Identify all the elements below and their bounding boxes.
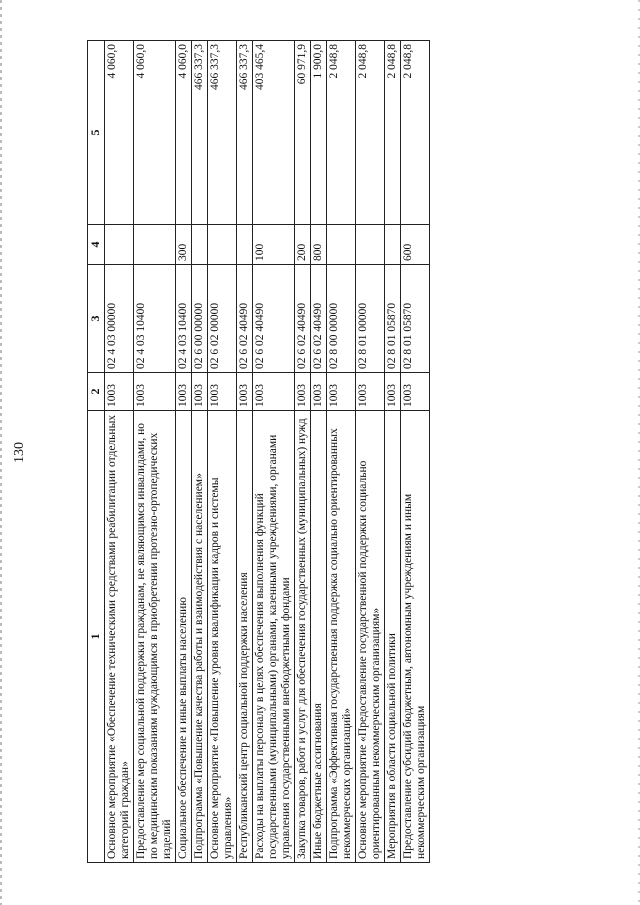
row-name: Закупка товаров, работ и услуг для обеспечения государственных (муниципальных) нужд <box>295 411 311 863</box>
table-row <box>356 41 385 863</box>
row-amount: 2 048,8 <box>356 41 385 225</box>
row-section: 1003 <box>134 373 176 411</box>
budget-table <box>87 40 430 863</box>
row-amount: 2 048,8 <box>401 41 430 225</box>
header-col-1: 1 <box>88 411 105 863</box>
row-name: Предоставление мер социальной поддержки гражданам, не являющимся инвалидами, но по медицинским показаниям нуждающимся в приобретении протезно-ортопедических изделий <box>134 411 176 863</box>
row-code: 02 4 03 10400 <box>176 265 192 373</box>
row-kind: 300 <box>176 225 192 265</box>
row-code: 02 6 02 00000 <box>208 265 237 373</box>
row-section: 1003 <box>237 373 253 411</box>
header-row <box>88 41 105 863</box>
table-row <box>134 41 176 863</box>
row-amount: 2 048,8 <box>327 41 356 225</box>
table-row <box>192 41 208 863</box>
table-row <box>105 41 134 863</box>
row-amount: 4 060,0 <box>105 41 134 225</box>
row-code: 02 8 00 00000 <box>327 265 356 373</box>
page-number: 130 <box>12 442 27 463</box>
row-amount: 403 465,4 <box>253 41 295 225</box>
row-code: 02 8 01 05870 <box>385 265 401 373</box>
row-code: 02 4 03 00000 <box>105 265 134 373</box>
row-name: Подпрограмма «Повышение качества работы и взаимодействия с населением» <box>192 411 208 863</box>
row-code: 02 6 02 40490 <box>237 265 253 373</box>
row-amount: 1 900,0 <box>311 41 327 225</box>
row-kind <box>356 225 385 265</box>
row-amount: 2 048,8 <box>385 41 401 225</box>
row-amount: 466 337,3 <box>192 41 208 225</box>
row-section: 1003 <box>385 373 401 411</box>
row-code: 02 6 02 40490 <box>295 265 311 373</box>
header-col-3: 3 <box>88 265 105 373</box>
row-kind: 200 <box>295 225 311 265</box>
row-section: 1003 <box>208 373 237 411</box>
row-section: 1003 <box>295 373 311 411</box>
row-kind <box>237 225 253 265</box>
row-name: Республиканский центр социальной поддержки населения <box>237 411 253 863</box>
table-body <box>105 41 430 863</box>
row-kind <box>327 225 356 265</box>
row-section: 1003 <box>253 373 295 411</box>
row-amount: 60 971,9 <box>295 41 311 225</box>
table-row <box>253 41 295 863</box>
row-code: 02 8 01 05870 <box>401 265 430 373</box>
table-row <box>401 41 430 863</box>
table-row <box>385 41 401 863</box>
row-code: 02 8 01 00000 <box>356 265 385 373</box>
row-section: 1003 <box>311 373 327 411</box>
table-row <box>237 41 253 863</box>
header-col-4: 4 <box>88 225 105 265</box>
row-kind <box>192 225 208 265</box>
row-name: Расходы на выплаты персоналу в целях обеспечения выполнения функций государственными (муниципальными) органами, казенными учреждениями, органами управления государственными внебюджетными фондами <box>253 411 295 863</box>
row-name: Предоставление субсидий бюджетным, автономным учреждениям и иным некоммерческим организациям <box>401 411 430 863</box>
header-col-2: 2 <box>88 373 105 411</box>
row-kind: 800 <box>311 225 327 265</box>
row-name: Основное мероприятие «Обеспечение техническими средствами реабилитации отдельных категорий граждан» <box>105 411 134 863</box>
table-row <box>295 41 311 863</box>
table-row <box>311 41 327 863</box>
row-section: 1003 <box>356 373 385 411</box>
row-amount: 466 337,3 <box>208 41 237 225</box>
row-section: 1003 <box>192 373 208 411</box>
row-code: 02 4 03 10400 <box>134 265 176 373</box>
row-name: Социальное обеспечение и иные выплаты населению <box>176 411 192 863</box>
row-section: 1003 <box>105 373 134 411</box>
table-row <box>327 41 356 863</box>
row-code: 02 6 02 40490 <box>253 265 295 373</box>
row-kind: 600 <box>401 225 430 265</box>
row-kind <box>385 225 401 265</box>
table-row <box>176 41 192 863</box>
row-name: Мероприятия в области социальной политики <box>385 411 401 863</box>
row-section: 1003 <box>401 373 430 411</box>
header-col-5: 5 <box>88 41 105 225</box>
row-kind <box>208 225 237 265</box>
table-row <box>208 41 237 863</box>
row-amount: 4 060,0 <box>134 41 176 225</box>
row-name: Иные бюджетные ассигнования <box>311 411 327 863</box>
row-amount: 466 337,3 <box>237 41 253 225</box>
row-kind <box>105 225 134 265</box>
row-code: 02 6 02 40490 <box>311 265 327 373</box>
row-section: 1003 <box>327 373 356 411</box>
row-amount: 4 060,0 <box>176 41 192 225</box>
row-section: 1003 <box>176 373 192 411</box>
row-name: Основное мероприятие «Предоставление государственной поддержки социально ориентированным некоммерческим организациям» <box>356 411 385 863</box>
row-kind: 100 <box>253 225 295 265</box>
row-kind <box>134 225 176 265</box>
row-code: 02 6 00 00000 <box>192 265 208 373</box>
row-name: Подпрограмма «Эффективная государственная поддержка социально ориентированных некоммерческих организаций» <box>327 411 356 863</box>
row-name: Основное мероприятие «Повышение уровня квалификации кадров и системы управления» <box>208 411 237 863</box>
